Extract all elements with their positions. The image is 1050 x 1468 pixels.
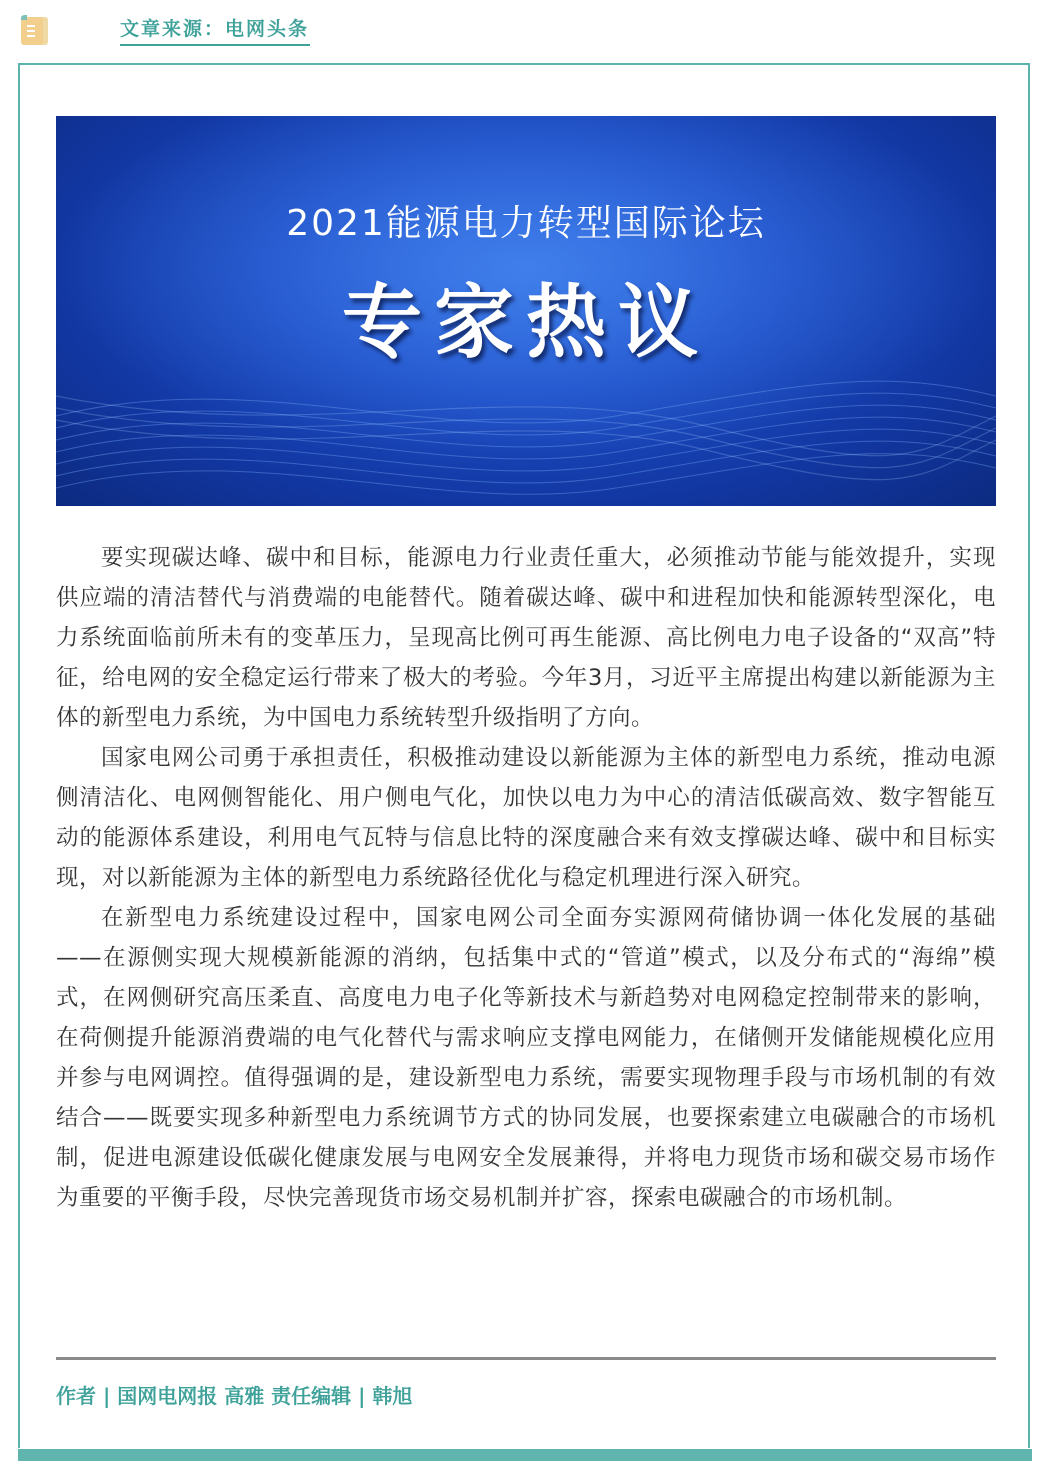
banner-headline: 专家热议 [342,275,710,369]
author-credits: 作者 | 国网电网报 高雅 责任编辑 | 韩旭 [56,1384,413,1408]
footer-divider [56,1357,996,1360]
bottom-bar [18,1449,1032,1461]
banner-title: 2021能源电力转型国际论坛 [286,203,766,244]
article-body [56,538,996,1218]
article-paragraph-1: 要实现碳达峰、碳中和目标，能源电力行业责任重大，必须推动节能与能效提升，实现供应端的清洁替代与消费端的电能替代。随着碳达峰、碳中和进程加快和能源转型深化，电力系统面临前所未有的变革压力，呈现高比例可再生能源、高比例电力电子设备的“双高”特征，给电网的安全稳定运行带来了极大的考验。今年3月，习近平主席提出构建以新能源为主体的新型电力系统，为中国电力系统转型升级指明了方向。 [56,545,996,731]
article-source: 文章来源：电网头条 [120,18,310,40]
document-icon [18,14,52,48]
source-underline [120,44,310,46]
article-paragraph-2: 国家电网公司勇于承担责任，积极推动建设以新能源为主体的新型电力系统，推动电源侧清洁化、电网侧智能化、用户侧电气化，加快以电力为中心的清洁低碳高效、数字智能互动的能源体系建设，利用电气瓦特与信息比特的深度融合来有效支撑碳达峰、碳中和目标实现，对以新能源为主体的新型电力系统路径优化与稳定机理进行深入研究。 [56,745,996,891]
article-header [0,0,1050,62]
article-paragraph-3: 在新型电力系统建设过程中，国家电网公司全面夯实源网荷储协调一体化发展的基础——在源侧实现大规模新能源的消纳，包括集中式的“管道”模式，以及分布式的“海绵”模式，在网侧研究高压柔直、高度电力电子化等新技术与新趋势对电网稳定控制带来的影响，在荷侧提升能源消费端的电气化替代与需求响应支撑电网能力，在储侧开发储能规模化应用并参与电网调控。值得强调的是，建设新型电力系统，需要实现物理手段与市场机制的有效结合——既要实现多种新型电力系统调节方式的协同发展，也要探索建立电碳融合的市场机制，促进电源建设低碳化健康发展与电网安全发展兼得，并将电力现货市场和碳交易市场作为重要的平衡手段，尽快完善现货市场交易机制并扩容，探索电碳融合的市场机制。 [56,905,996,1211]
banner-image [56,116,996,506]
